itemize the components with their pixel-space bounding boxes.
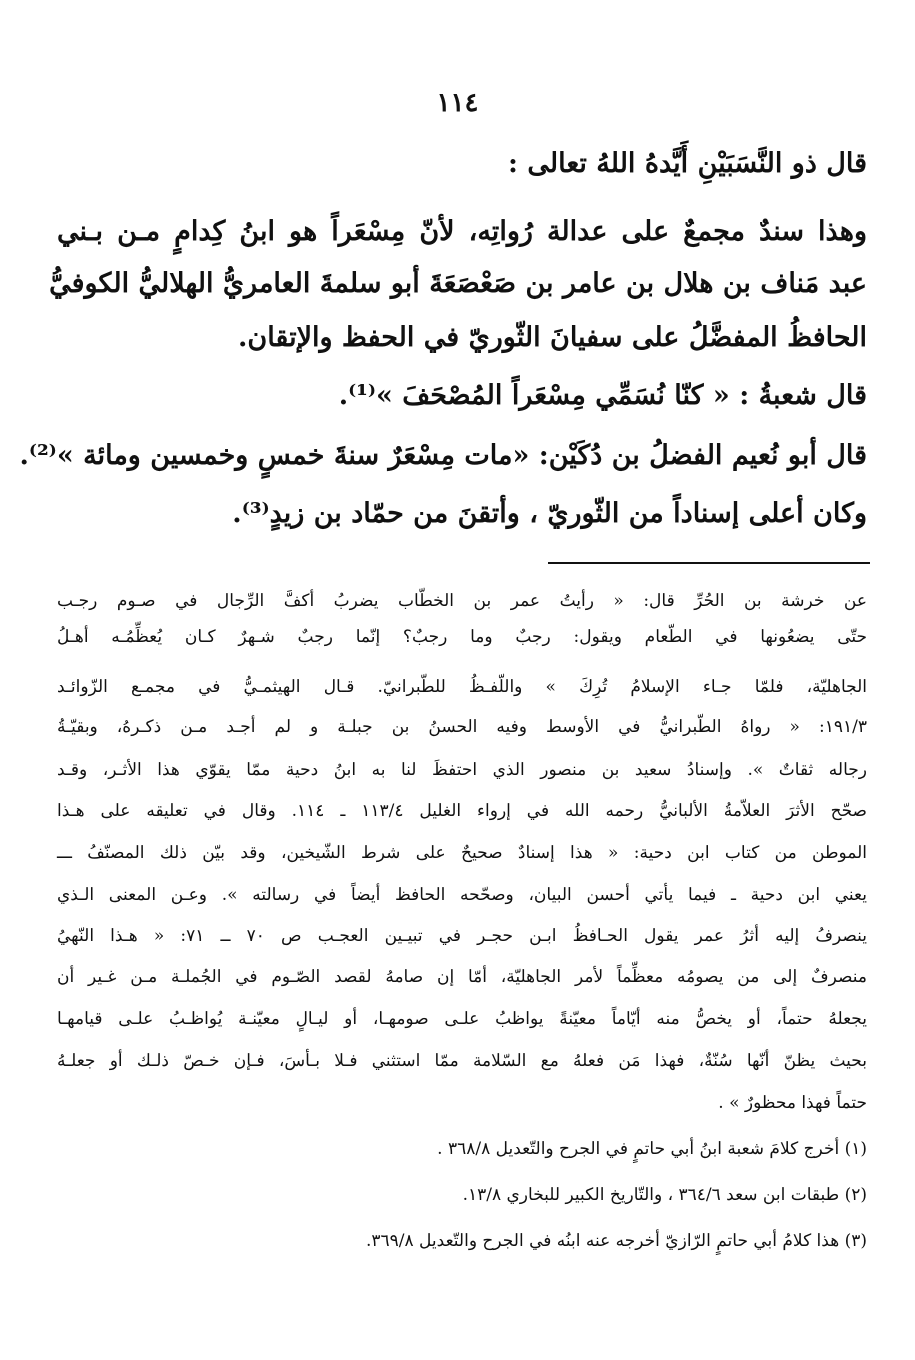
footnote-3: (٣) هذا كلامُ أبي حاتمٍ الرّازيّ أخرجه عنه ابنُه في الجرح والتّعديل ٣٦٩/٨. (365, 1231, 867, 1251)
footnote-2: (٢) طبقات ابن سعد ٣٦٤/٦ ، والتّاريخ الكبير للبخاري ١٣/٨. (462, 1185, 867, 1205)
main-heading-line: قال ذو النَّسَبَيْنِ أَيَّدهُ اللهُ تعالى : (508, 148, 867, 179)
footnote-continued-line: عن خرشة بن الحُرِّ قال: « رأيتُ عمر بن الخطّاب يضربُ أكفَّ الرِّجال في صـوم رجـب (57, 591, 867, 611)
footnote-continued-line: يعني ابن دحية ـ فيما يأتي أحسن البيان، وصحّحه الحافظ أيضاً في رسالته ». وعـن المعنى الـذي (57, 885, 867, 905)
main-text-line: وهذا سندٌ مجمعٌ على عدالة رُواتِه، لأنّ مِسْعَراً هو ابنُ كِدامٍ مـن بـني (57, 216, 867, 247)
footnote-1: (١) أخرج كلامَ شعبة ابنُ أبي حاتمٍ في الجرح والتّعديل ٣٦٨/٨ . (437, 1139, 867, 1159)
footnote-continued-line: الموطن من كتاب ابن دحية: « هذا إسنادٌ صحيحٌ على شرط الشّيخين، وقد بيّن ذلك المصنّفُ ـــ (57, 843, 867, 863)
footnote-continued-line: حتّى يضعُونها في الطّعام ويقول: رجبٌ وما رجبٌ؟ إنّما رجبٌ شـهرٌ كـان يُعظِّمُـه أهـلُ (57, 627, 867, 647)
main-text-line: قال أبو نُعيم الفضلُ بن دُكَيْن: «مات مِسْعَرٌ سنةَ خمسٍ وخمسين ومائة »⁽²⁾. (19, 440, 867, 471)
main-text-line: قال شعبةُ : « كنّا نُسَمِّي مِسْعَراً المُصْحَفَ »⁽¹⁾. (338, 380, 867, 411)
footnote-continued-line: بحيث يظنّ أنّها سُنّةٌ، فهذا مَن فعلهُ مع السّلامة ممّا استثني فـلا بـأسَ، فـإن خـصّ ذلـك أو جعلـهُ (57, 1051, 867, 1071)
main-text-line: عبد مَناف بن هلال بن عامر بن صَعْصَعَةَ أبو سلمةَ العامريُّ الهلاليُّ الكوفيُّ (49, 268, 867, 299)
footnote-continued-line: رجاله ثقاتٌ ». وإسنادُ سعيد بن منصور الذي احتفظَ لنا به ابنُ دحية ممّا يقوّي هذا الأثـر، وقـد (57, 760, 867, 780)
footnote-continued-line: ينصرفُ إليه أثرُ عمر يقول الحـافظُ ابـن حجـر في تبيـين العجـب ص ٧٠ ــ ٧١: « هـذا النّهيُ (57, 926, 867, 946)
main-text-line: وكان أعلى إسناداً من الثّوريّ ، وأتقنَ من حمّاد بن زيدٍ⁽³⁾. (232, 498, 867, 529)
footnote-divider (548, 562, 870, 564)
footnote-continued-line: الجاهليّة، فلمّا جـاء الإسلامُ تُرِكَ » واللّفـظُ للطّبرانيّ. قـال الهيثمـيُّ في مجمـع الزّوائـد (57, 677, 867, 697)
footnote-continued-line: ١٩١/٣: « رواهُ الطّبرانيُّ في الأوسط وفيه الحسنُ بن جبلـة و لم أجـد مـن ذكـرهُ، وبقيّـةُ (57, 717, 867, 737)
footnote-continued-line: منصرفٌ إلى من يصومُه معظِّماً لأمر الجاهليّة، أمّا إن صامهُ لقصد الصّـوم في الجُملـة مـن غـير أن (57, 967, 867, 987)
page-number: ١١٤ (436, 88, 479, 118)
footnote-continued-line: يجعلهُ حتماً، أو يخصُّ منه أيّاماً معيّنةً يواظبُ علـى صومهـا، أو ليـالٍ معيّنـة يُواظـبُ علـى قيامهـا (57, 1009, 867, 1029)
footnote-continued-line: حتماً فهذا محظورٌ » . (718, 1093, 867, 1113)
main-text-line: الحافظُ المفضَّلُ على سفيانَ الثّوريّ في الحفظ والإتقان. (237, 322, 867, 353)
footnote-continued-line: صحّح الأثرَ العلاّمةُ الألبانيُّ رحمه الله في إرواء الغليل ١١٣/٤ ـ ١١٤. وقال في تعليقه على هـذا (57, 801, 867, 821)
